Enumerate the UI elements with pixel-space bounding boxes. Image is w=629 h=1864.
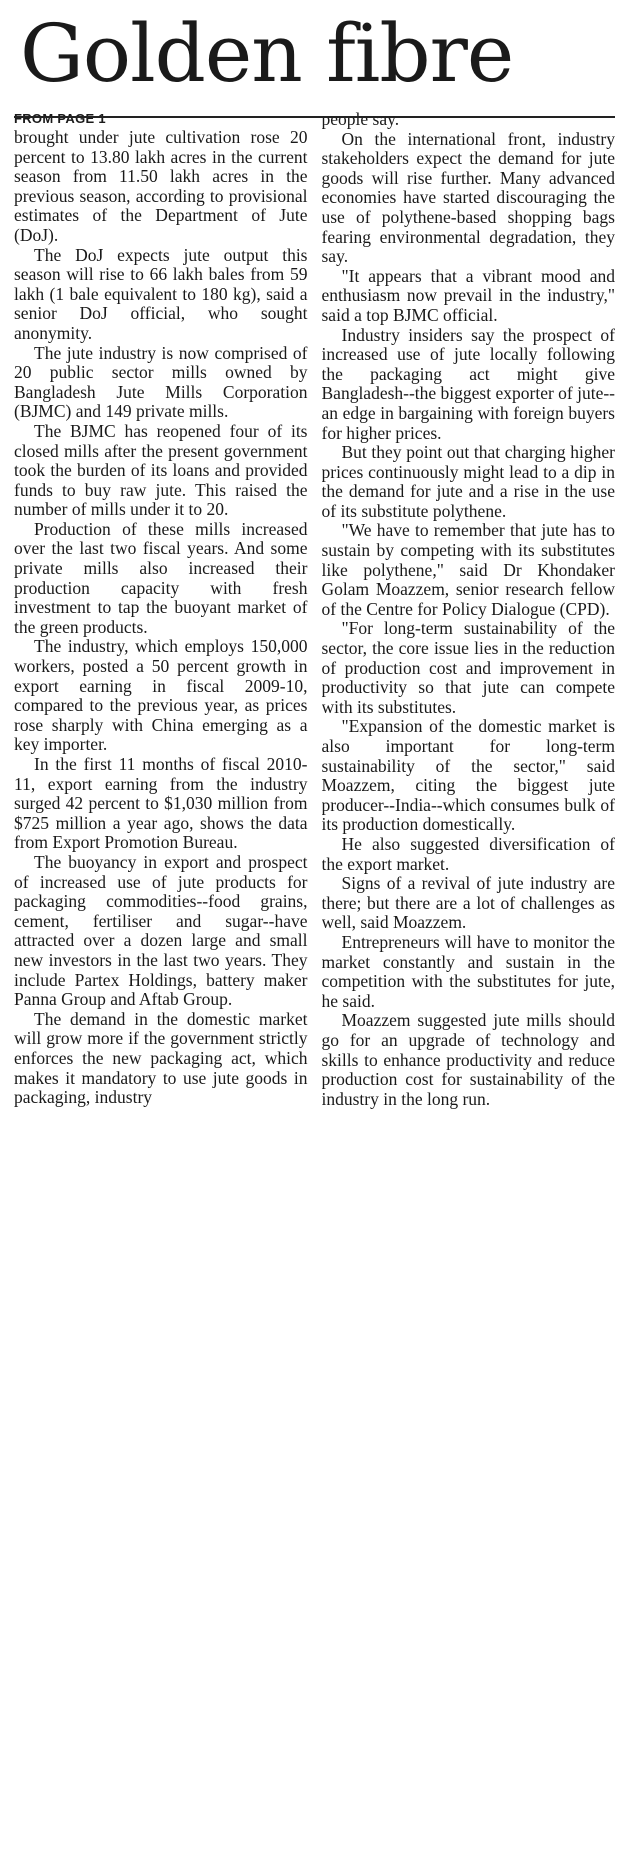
article-headline: Golden fibre [20,7,514,100]
paragraph: people say. [321,110,400,129]
paragraph: The industry, which employs 150,000 workers, posted a 50 percent growth in export earning in fiscal 2009-10, compared to the previous year, as prices rose sharply with China emerging as a key importer. [14,636,308,755]
paragraph: The BJMC has reopened four of its closed mills after the present government took the burden of its loans and provided funds to buy raw jute. This raised the number of mills under it to 20. [14,420,308,520]
paragraph: brought under jute cultivation rose 20 percent to 13.80 lakh acres in the current season from 11.50 lakh acres in the previous season, according to provisional estimates of the Department of Jute (DoJ). [14,127,308,245]
paragraph: Industry insiders say the prospect of increased use of jute locally following the packaging act might give Bangladesh--the biggest exporter of jute--an edge in bargaining with foreign buyers for higher prices. [321,324,615,443]
paragraph: Signs of a revival of jute industry are there; but there are a lot of challenges as well, said Moazzem. [321,873,615,933]
paragraph: In the first 11 months of fiscal 2010-11, export earning from the industry surged 42 percent to $1,030 million from $725 million a year ago, shows the data from Export Promotion Bureau. [14,754,308,853]
column-right [322,110,616,1850]
paragraph: The jute industry is now comprised of 20 public sector mills owned by Bangladesh Jute Mills Corporation (BJMC) and 149 private mills. [14,342,308,422]
paragraph: Production of these mills increased over the last two fiscal years. And some private mills also increased their production capacity with fresh investment to tap the buoyant market of the green products. [14,518,308,637]
paragraph: Entrepreneurs will have to monitor the market constantly and sustain in the competition with the substitutes for jute, he said. [321,931,615,1011]
paragraph: "It appears that a vibrant mood and enthusiasm now prevail in the industry," said a top BJMC official. [321,265,615,325]
paragraph: "For long-term sustainability of the sector, the core issue lies in the reduction of production cost and improvement in productivity so that jute can compete with its substitutes. [321,618,615,717]
paragraph: On the international front, industry stakeholders expect the demand for jute goods will rise further. Many advanced economies have started discouraging the use of polythene-based shopping bags fearing environmental degradation, they say. [321,128,615,267]
column-left [14,110,308,1850]
paragraph: "We have to remember that jute has to sustain by competing with its substitutes like polythene," said Dr Khondaker Golam Moazzem, senior research fellow of the Centre for Policy Dialogue (CPD). [321,520,615,619]
paragraph: Moazzem suggested jute mills should go for an upgrade of technology and skills to enhance productivity and reduce production cost for sustainability of the industry in the long run. [321,1010,615,1109]
paragraph: He also suggested diversification of the export market. [321,833,615,874]
paragraph: "Expansion of the domestic market is also important for long-term sustainability of the sector," said Moazzem, citing the biggest jute producer--India--which consumes bulk of its production domestically. [321,716,615,835]
paragraph: The DoJ expects jute output this season will rise to 66 lakh bales from 59 lakh (1 bale equivalent to 180 kg), said a senior DoJ official, who sought anonymity. [14,244,308,343]
headline-rule [14,116,615,118]
continuation-kicker: FROM PAGE 1 [14,111,106,126]
article-body [14,110,615,1850]
paragraph: But they point out that charging higher prices continuously might lead to a dip in the demand for jute and a rise in the use of its substitute polythene. [321,442,615,521]
paragraph: The demand in the domestic market will grow more if the government strictly enforces the new packaging act, which makes it mandatory to use jute goods in packaging, industry [14,1008,308,1108]
paragraph: The buoyancy in export and prospect of increased use of jute products for packaging commodities--food grains, cement, fertiliser and sugar--have attracted over a dozen large and small new investors in the last two years. They include Partex Holdings, battery maker Panna Group and Aftab Group. [14,851,308,1010]
